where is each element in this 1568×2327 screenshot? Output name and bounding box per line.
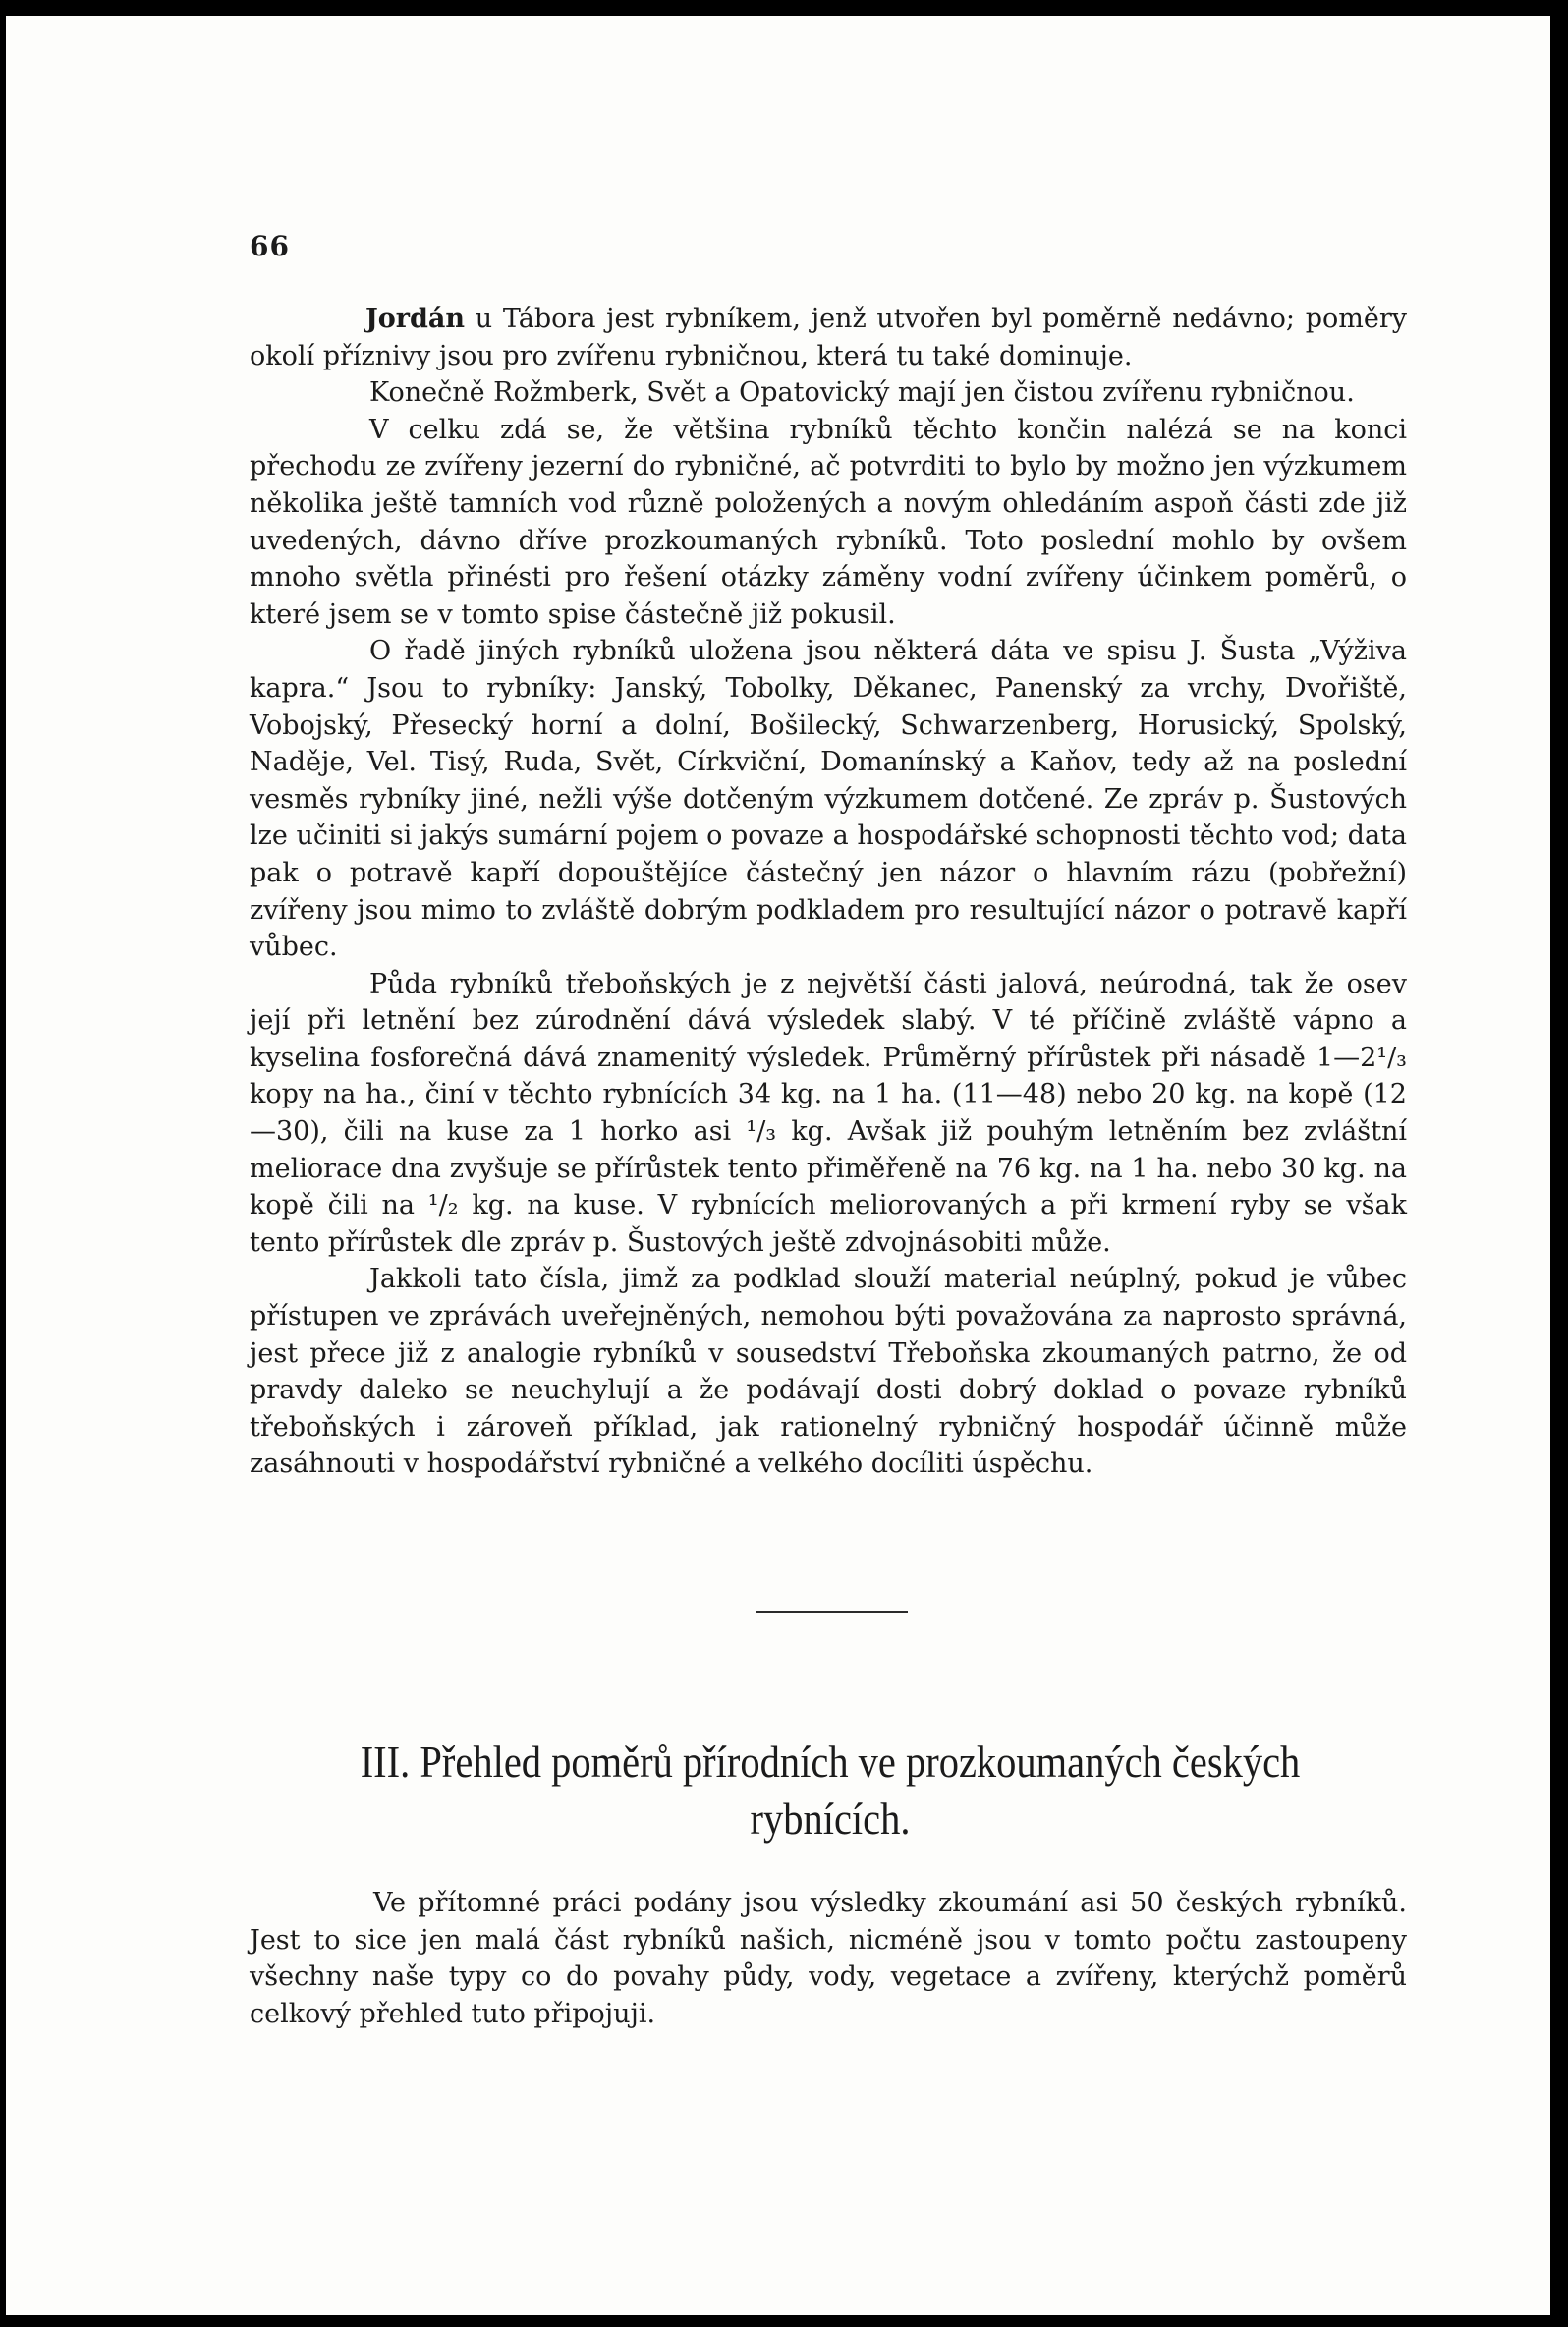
paragraph-jakkoli: Jakkoli tato čísla, jimž za podklad slouží material neúplný, pokud je vůbec přístupen ve zprávách uveřejněných, nemohou býti považována za naprosto správná, jest přece již z analogie rybníků v sousedství Třeboňska zkoumaných patrno, že od pravdy daleko se neuchylují a že podávají dosti dobrý doklad o povaze rybníků třeboňských i zároveň příklad, jak rationelný rybničný hospodář účinně může zasáhnouti v hospodářství rybničné a velkého docíliti úspěchu. xyxy=(250,1264,1407,1480)
paragraph-text: u Tábora jest rybníkem, jenž utvořen byl poměrně nedávno; poměry okolí příznivy jsou pro zvířenu rybničnou, která tu také dominuje. xyxy=(250,304,1407,371)
paragraph-jordan xyxy=(250,301,1407,374)
paragraph-rozmberk: Konečně Rožmberk, Svět a Opatovický mají jen čistou zvířenu rybničnou. xyxy=(369,377,1355,409)
section-intro xyxy=(250,1885,1407,2032)
paragraph-intro: Ve přítomné práci podány jsou výsledky zkoumání asi 50 českých rybníků. Jest to sice jen malá část rybníků našich, nicméně jsou v tomto počtu zastoupeny všechny naše typy co do povahy půdy, vody, vegetace a zvířeny, kterýchž poměrů celkový přehled tuto připojuji. xyxy=(250,1888,1407,2029)
section-title: III. Přehled poměrů přírodních ve prozkoumaných českých rybnících. xyxy=(360,1736,1301,1844)
book-page xyxy=(6,16,1550,2315)
paragraph-v-celku: V celku zdá se, že většina rybníků těchto končin nalézá se na konci přechodu ze zvířeny jezerní do rybničné, ač potvrditi to bylo by možno jen výzkumem několika ještě tamních vod různě položených a novým ohledáním aspoň části zde již uvedených, dávno dříve prozkoumaných rybníků. Toto poslední mohlo by ovšem mnoho světla přinésti pro řešení otázky záměny vodní zvířeny účinkem poměrů, o které jsem se v tomto spise částečně již pokusil. xyxy=(250,414,1407,630)
paragraph-o-rade: O řadě jiných rybníků uložena jsou některá dáta ve spisu J. Šusta „Výživa kapra.“ Jsou to rybníky: Janský, Tobolky, Děkanec, Panenský za vrchy, Dvořiště, Vobojský, Přesecký horní a dolní, Bošilecký, Schwarzenberg, Horusický, Spolský, Naděje, Vel. Tisý, Ruda, Svět, Církviční, Domanínský a Kaňov, tedy až na poslední vesměs rybníky jiné, nežli výše dotčeným výzkumem dotčené. Ze zpráv p. Šustových lze učiniti si jakýs sumární pojem o povaze a hospodářské schopnosti těchto vod; data pak o potravě kapří dopouštějíce částečný jen názor o hlavním rázu (pobřežní) zvířeny jsou mimo to zvláště dobrým podkladem pro resultující názor o potravě kapří vůbec. xyxy=(250,636,1407,963)
body-text xyxy=(250,301,1407,1483)
paragraph-lead-term: Jordán xyxy=(365,304,466,334)
paragraph-puda: Půda rybníků třeboňských je z největší části jalová, neúrodná, tak že osev její při letnění bez zúrodnění dává výsledek slabý. V té příčině zvláště vápno a kyselina fosforečná dává znamenitý výsledek. Průměrný přírůstek při násadě 1—2¹/₃ kopy na ha., činí v těchto rybnících 34 kg. na 1 ha. (11—48) nebo 20 kg. na kopě (12—30), čili na kuse za 1 horko asi ¹/₃ kg. Avšak již pouhým letněním bez zvláštní meliorace dna zvyšuje se přírůstek tento přiměřeně na 76 kg. na 1 ha. nebo 30 kg. na kopě čili na ¹/₂ kg. na kuse. V rybnících meliorovaných a při krmení ryby se však tento přírůstek dle zpráv p. Šustových ještě zdvojnásobiti může. xyxy=(250,968,1407,1258)
section-divider xyxy=(756,1611,908,1613)
page-number: 66 xyxy=(250,230,290,262)
